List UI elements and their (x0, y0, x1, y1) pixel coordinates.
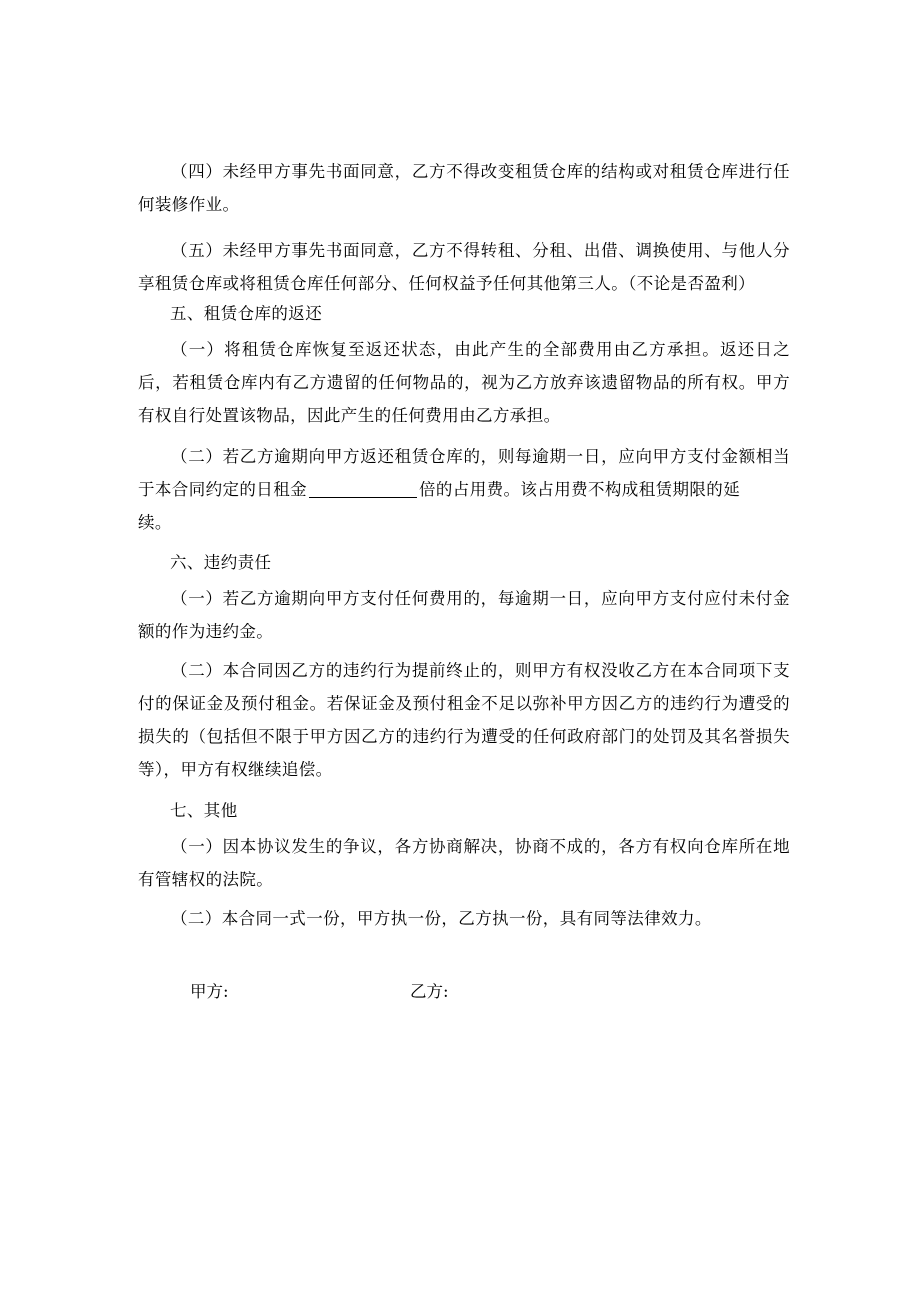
clause-4-4: （四）未经甲方事先书面同意，乙方不得改变租赁仓库的结构或对租赁仓库进行任何装修作业。 (138, 162, 790, 214)
section-5-heading: 五、租赁仓库的返还 (170, 304, 323, 323)
clause-6-1: （一）若乙方逾期向甲方支付任何费用的，每逾期一日，应向甲方支付应付未付金额的作为违约金。 (138, 589, 790, 641)
clause-5-2-text-a: （二）若乙方逾期向甲方返还租赁仓库的，则每逾期一日，应向甲方支付金额相当于本合同约定的日租金 (138, 447, 790, 499)
clause-5-1: （一）将租赁仓库恢复至返还状态，由此产生的全部费用由乙方承担。返还日之后，若租赁仓库内有乙方遗留的任何物品的，视为乙方放弃该遗留物品的所有权。甲方有权自行处置该物品，因此产生的任何费用由乙方承担。 (138, 340, 790, 425)
clause-7-2: （二）本合同一式一份，甲方执一份，乙方执一份，具有同等法律效力。 (171, 909, 712, 928)
clause-5-2 (138, 440, 790, 539)
party-b-signature-label: 乙方: (410, 982, 449, 1001)
clause-7-1: （一）因本协议发生的争议，各方协商解决，协商不成的，各方有权向仓库所在地有管辖权的法院。 (138, 837, 790, 889)
section-7-heading: 七、其他 (170, 801, 238, 820)
clause-4-5: （五）未经甲方事先书面同意，乙方不得转租、分租、出借、调换使用、与他人分享租赁仓库或将租赁仓库任何部分、任何权益予任何其他第三人。（不论是否盈利） (138, 241, 790, 293)
clause-6-2: （二）本合同因乙方的违约行为提前终止的，则甲方有权没收乙方在本合同项下支付的保证金及预付租金。若保证金及预付租金不足以弥补甲方因乙方的违约行为遭受的损失的（包括但不限于甲方因乙方的违约行为遭受的任何政府部门的处罚及其名誉损失等），甲方有权继续追偿。 (138, 661, 790, 779)
clause-5-2-text-c: 续。 (138, 513, 172, 532)
section-6-heading: 六、违约责任 (170, 553, 272, 572)
party-a-signature-label: 甲方: (190, 982, 229, 1001)
blank-fill-line (309, 481, 417, 498)
clause-5-2-text-b: 倍的占用费。该占用费不构成租赁期限的延 (419, 480, 741, 499)
